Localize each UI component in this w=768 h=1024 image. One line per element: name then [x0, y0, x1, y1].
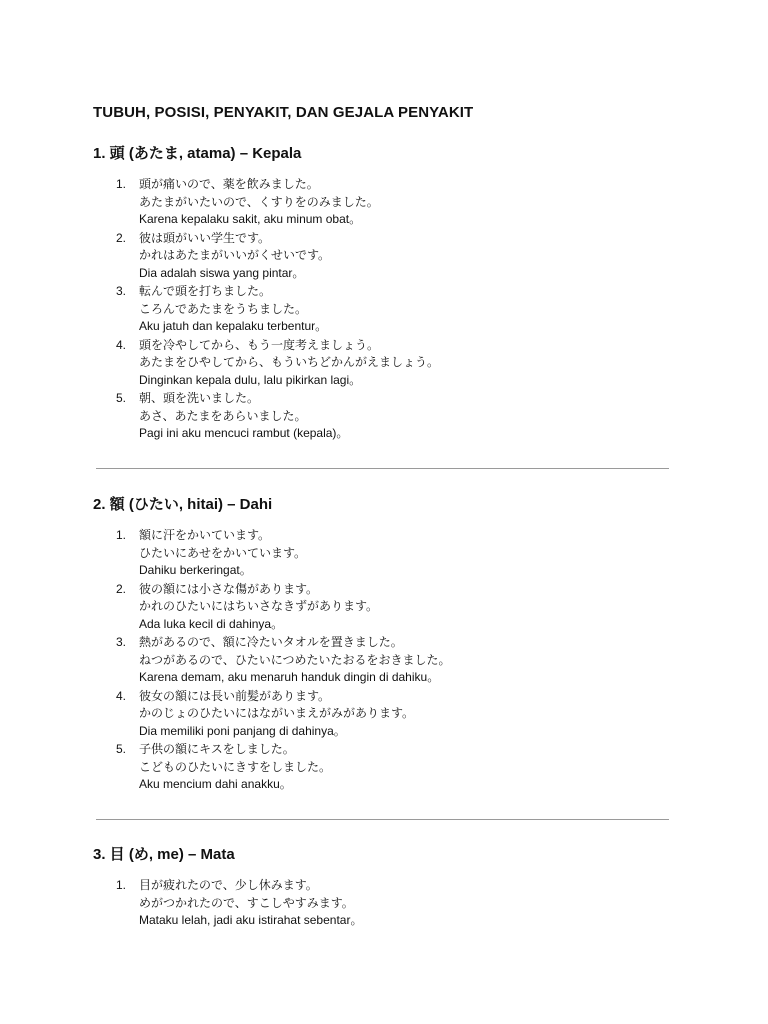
list-item	[0, 230, 768, 284]
translation-line: Mataku lelah, jadi aku istirahat sebentar。	[139, 913, 363, 927]
list-item	[0, 581, 768, 635]
japanese-kana-line: かれはあたまがいいがくせいです。	[139, 248, 331, 262]
japanese-kanji-line: 頭が痛いので、薬を飲みました。	[139, 177, 319, 191]
translation-line: Aku mencium dahi anakku。	[139, 777, 292, 791]
japanese-kana-line: こどものひたいにきすをしました。	[139, 759, 332, 774]
japanese-kanji-line: 熱があるので、額に冷たいタオルを置きました。	[139, 635, 403, 649]
section-heading: 1. 頭 (あたま, atama) – Kepala	[93, 145, 302, 162]
japanese-kanji-line: 額に汗をかいています。	[139, 528, 271, 542]
list-item	[0, 877, 768, 931]
section-divider	[96, 468, 669, 469]
list-item-number: 5.	[116, 391, 127, 405]
japanese-kanji-line: 子供の額にキスをしました。	[139, 742, 295, 756]
list-item	[0, 337, 768, 391]
japanese-kana-line: あたまがいたいので、くすりをのみました。	[139, 194, 379, 209]
japanese-kana-line: めがつかれたので、すこしやすみます。	[139, 895, 354, 910]
translation-line: Dia memiliki poni panjang di dahinya。	[139, 723, 346, 738]
japanese-kana-line: ねつがあるので、ひたいにつめたいたおるをおきました。	[139, 652, 451, 667]
list-item-number: 1.	[116, 177, 127, 191]
list-item-number: 2.	[116, 581, 127, 596]
japanese-kana-line: かれのひたいにはちいさなきずがあります。	[139, 599, 379, 613]
section-heading: 3. 目 (め, me) – Mata	[93, 846, 235, 863]
japanese-kanji-line: 彼女の額には長い前髪があります。	[139, 688, 331, 703]
translation-line: Dahiku berkeringat。	[139, 563, 252, 577]
japanese-kanji-line: 目が疲れたので、少し休みます。	[139, 878, 318, 892]
list-item-number: 3.	[116, 284, 127, 298]
list-item-number: 1.	[116, 528, 127, 542]
list-item	[0, 283, 768, 337]
japanese-kana-line: ひたいにあせをかいています。	[139, 545, 307, 560]
list-item-number: 5.	[116, 742, 127, 756]
translation-line: Dinginkan kepala dulu, lalu pikirkan lagi。	[139, 372, 362, 387]
list-item-number: 2.	[116, 230, 127, 245]
list-item	[0, 390, 768, 444]
list-item-number: 4.	[116, 337, 127, 352]
document-title: TUBUH, POSISI, PENYAKIT, DAN GEJALA PENYAKIT	[93, 104, 474, 121]
entry-list	[0, 877, 768, 931]
japanese-kanji-line: 彼は頭がいい学生です。	[139, 230, 271, 245]
japanese-kanji-line: 転んで頭を打ちました。	[139, 284, 272, 298]
japanese-kanji-line: 朝、頭を洗いました。	[139, 391, 260, 405]
list-item-number: 4.	[116, 688, 127, 703]
list-item	[0, 634, 768, 688]
section-divider	[96, 819, 669, 820]
translation-line: Karena kepalaku sakit, aku minum obat。	[139, 212, 362, 226]
translation-line: Aku jatuh dan kepalaku terbentur。	[139, 319, 328, 333]
translation-line: Karena demam, aku menaruh handuk dingin di dahiku。	[139, 670, 440, 684]
list-item	[0, 527, 768, 581]
translation-line: Pagi ini aku mencuci rambut (kepala)。	[139, 426, 349, 440]
japanese-kana-line: あたまをひやしてから、もういちどかんがえましょう。	[139, 355, 440, 369]
japanese-kana-line: かのじょのひたいにはながいまえがみがあります。	[139, 706, 415, 720]
japanese-kanji-line: 彼の額には小さな傷があります。	[139, 581, 319, 596]
section-heading: 2. 額 (ひたい, hitai) – Dahi	[93, 496, 273, 513]
entry-list	[0, 527, 768, 795]
list-item	[0, 688, 768, 742]
japanese-kana-line: ころんであたまをうちました。	[139, 301, 308, 316]
entry-list	[0, 176, 768, 444]
translation-line: Dia adalah siswa yang pintar。	[139, 265, 305, 280]
list-item-number: 3.	[116, 635, 127, 649]
list-item	[0, 176, 768, 230]
list-item-number: 1.	[116, 878, 127, 892]
translation-line: Ada luka kecil di dahinya。	[139, 616, 284, 631]
list-item	[0, 741, 768, 795]
japanese-kanji-line: 頭を冷やしてから、もう一度考えましょう。	[139, 337, 380, 352]
japanese-kana-line: あさ、あたまをあらいました。	[139, 408, 307, 423]
